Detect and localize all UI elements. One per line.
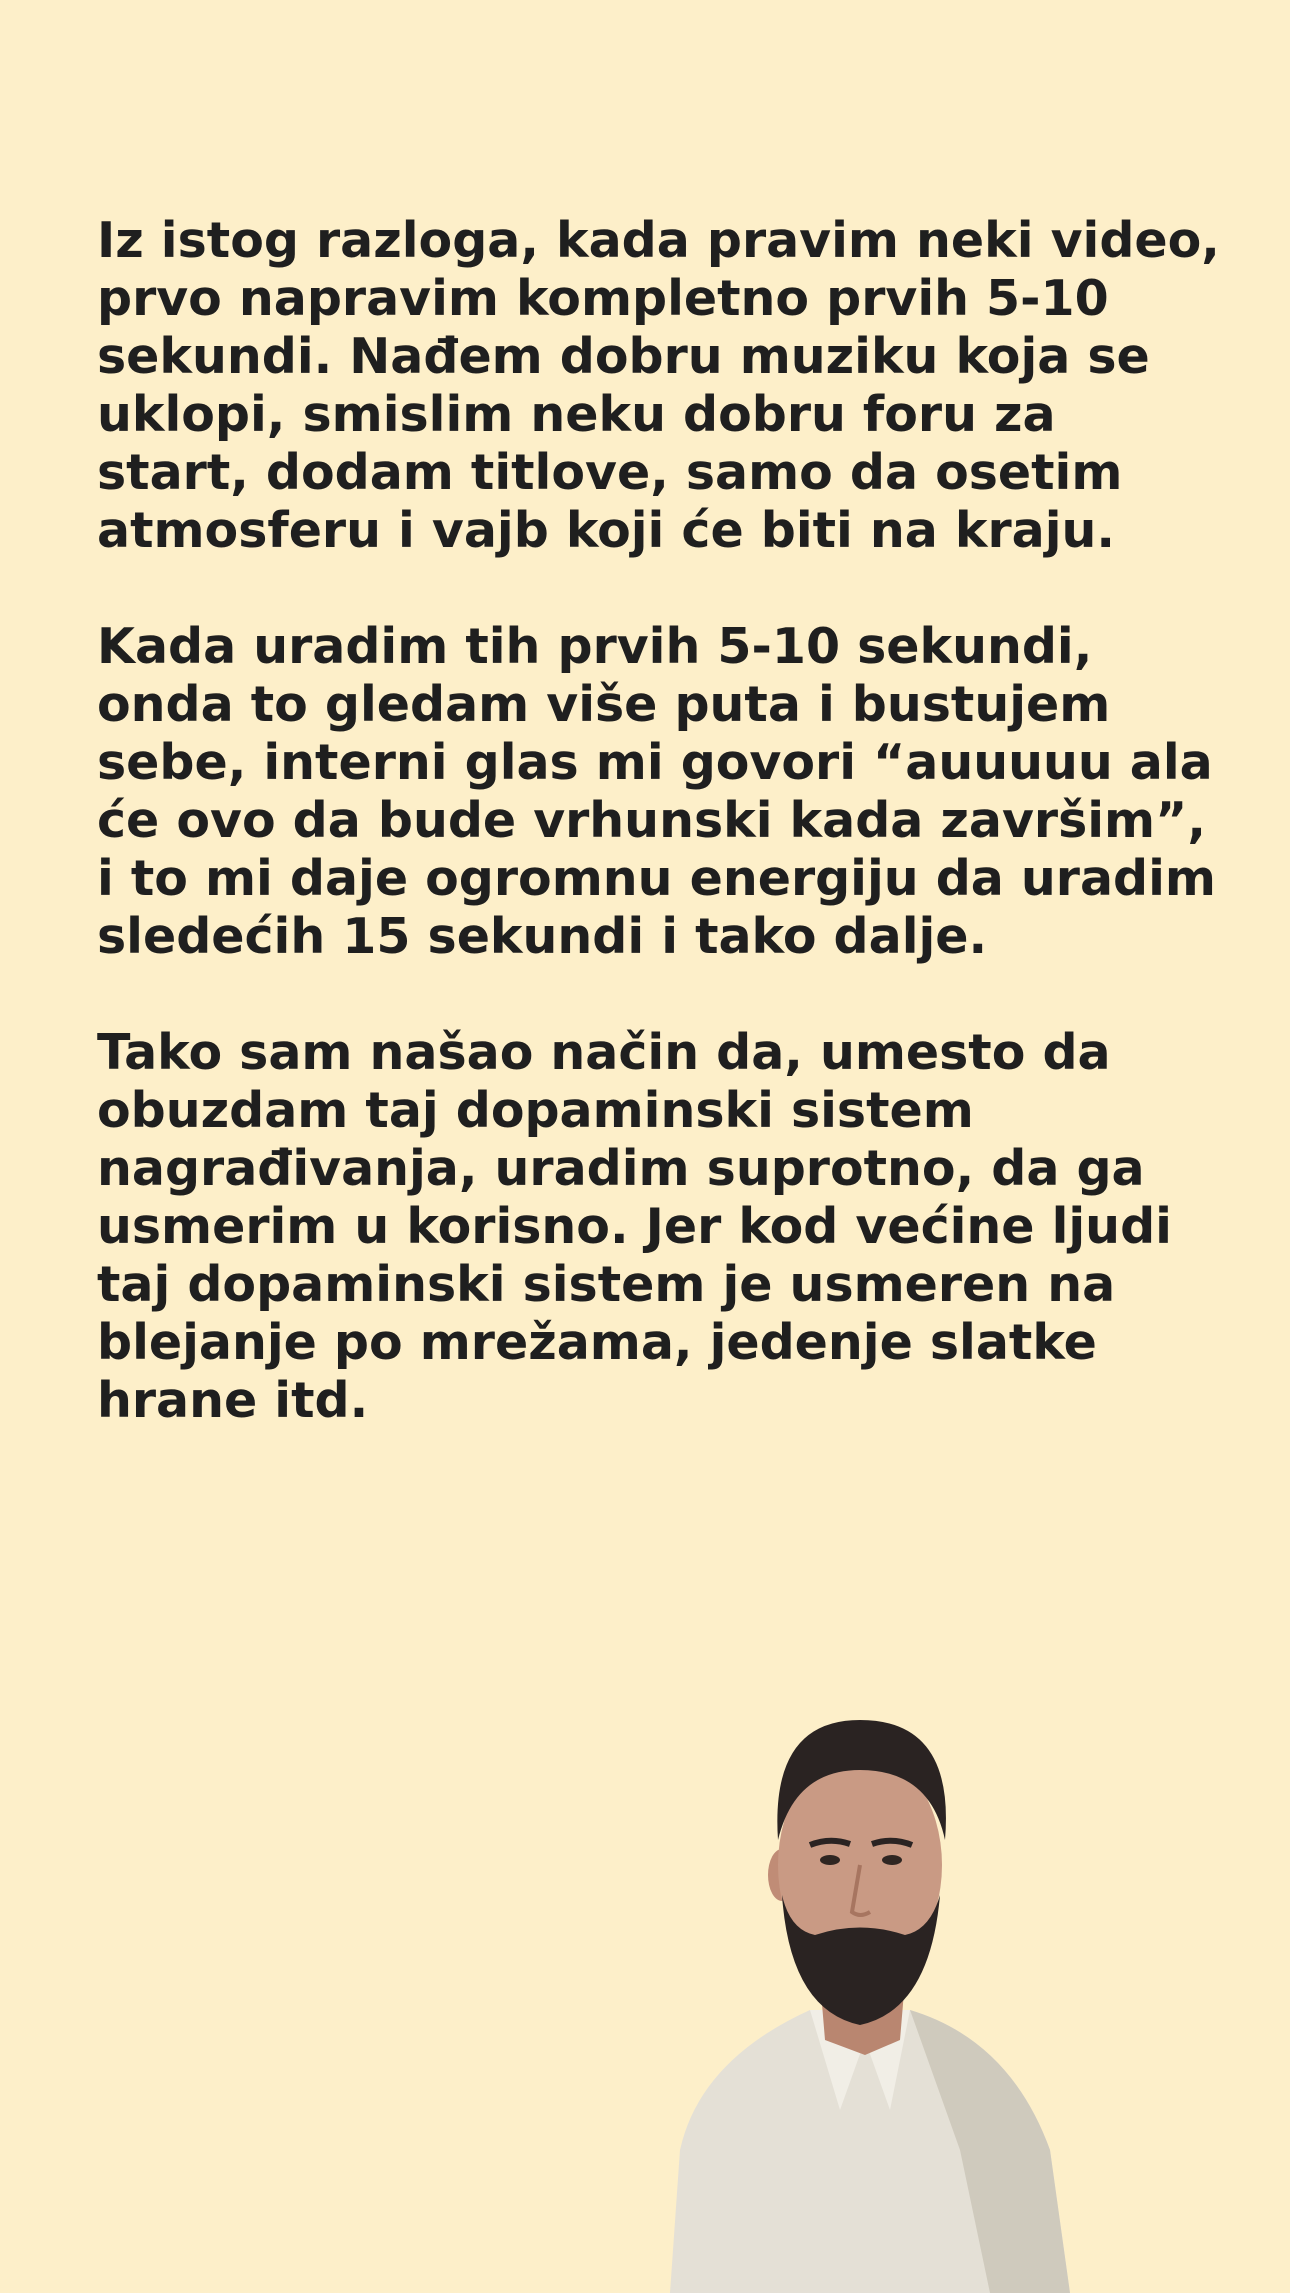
text-line: će ovo da bude vrhunski kada završim”, bbox=[97, 792, 1206, 849]
text-line: prvo napravim kompletno prvih 5-10 bbox=[97, 270, 1109, 327]
left-eye bbox=[820, 1855, 840, 1865]
text-line: usmerim u korisno. Jer kod većine ljudi bbox=[97, 1198, 1172, 1255]
text-line: uklopi, smislim neku dobru foru za bbox=[97, 386, 1056, 443]
text-line: taj dopaminski sistem je usmeren na bbox=[97, 1256, 1116, 1313]
text-line: start, dodam titlove, samo da osetim bbox=[97, 444, 1123, 501]
text-line: obuzdam taj dopaminski sistem bbox=[97, 1082, 974, 1139]
text-line: Kada uradim tih prvih 5-10 sekundi, bbox=[97, 618, 1093, 675]
paragraph-3 bbox=[97, 1024, 1237, 1430]
text-line: nagrađivanja, uradim suprotno, da ga bbox=[97, 1140, 1145, 1197]
right-eye bbox=[882, 1855, 902, 1865]
text-line: blejanje po mrežama, jedenje slatke bbox=[97, 1314, 1097, 1371]
story-text bbox=[97, 212, 1237, 1488]
paragraph-2 bbox=[97, 618, 1237, 966]
text-line: sledećih 15 sekundi i tako dalje. bbox=[97, 908, 988, 965]
text-line: onda to gledam više puta i bustujem bbox=[97, 676, 1111, 733]
text-line: sebe, interni glas mi govori “auuuuu ala bbox=[97, 734, 1213, 791]
text-line: atmosferu i vajb koji će biti na kraju. bbox=[97, 502, 1116, 559]
paragraph-1 bbox=[97, 212, 1237, 560]
text-line: Iz istog razloga, kada pravim neki video, bbox=[97, 212, 1220, 269]
text-line: i to mi daje ogromnu energiju da uradim bbox=[97, 850, 1216, 907]
text-line: sekundi. Nađem dobru muziku koja se bbox=[97, 328, 1150, 385]
author-portrait bbox=[610, 1680, 1110, 2293]
text-line: hrane itd. bbox=[97, 1372, 369, 1429]
text-line: Tako sam našao način da, umesto da bbox=[97, 1024, 1111, 1081]
